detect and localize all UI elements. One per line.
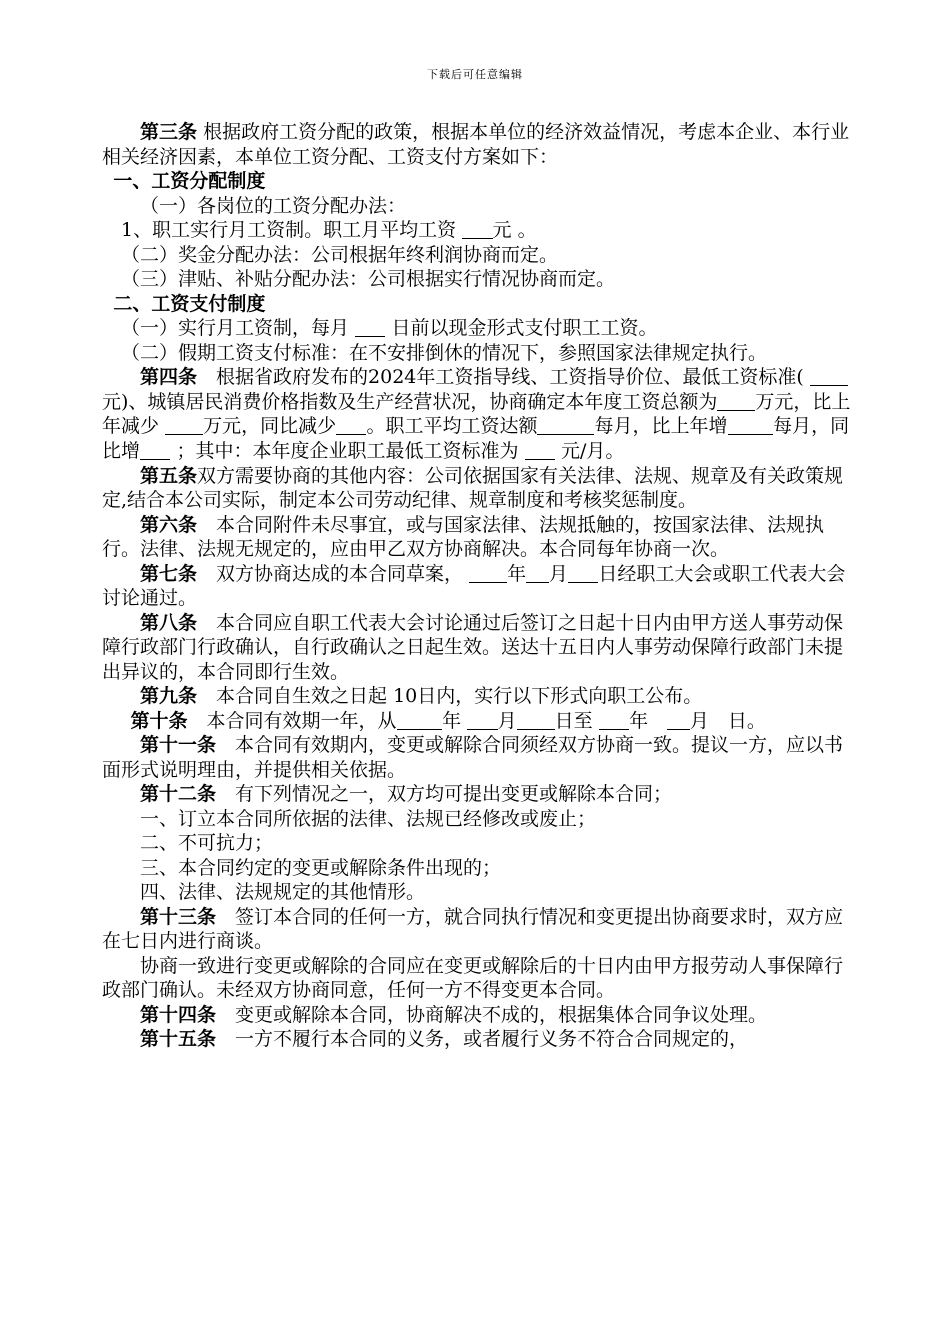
article-6: 第六条 本合同附件未尽事宜，或与国家法律、法规抵触的，按国家法律、法规执行。法律、法规无规定的，应由甲乙双方协商解决。本合同每年协商一次。 <box>102 513 825 561</box>
article-10: 第十条 本合同有效期一年，从 年 月 日至 年 月 日。 <box>130 709 766 732</box>
header-note: 下载后可任意编辑 <box>427 68 523 81</box>
article-11: 第十一条 本合同有效期内，变更或解除合同须经双方协商一致。提议一方，应以书面形式说明理由，并提供相关依据。 <box>102 734 844 781</box>
article-9: 第九条 本合同自生效之日起 10日内，实行以下形式向职工公布。 <box>140 685 703 708</box>
article-3: 第三条 根据政府工资分配的政策，根据本单位的经济效益情况，考虑本企业、本行业相关经济因素，本单位工资分配、工资支付方案如下： <box>102 121 850 168</box>
list-item: 一、订立本合同所依据的法律、法规已经修改或废止； <box>140 807 597 830</box>
article-15: 第十五条 一方不履行本合同的义务，或者履行义务不符合合同规定的， <box>140 1028 749 1051</box>
document-body: 第三条 根据政府工资分配的政策，根据本单位的经济效益情况，考虑本企业、本行业相关经济因素，本单位工资分配、工资支付方案如下： 一、工资分配制度 （一）各岗位的工资分配办法： 1、职工实行月工资制。职工月平均工资 元 。 （二）奖金分配办法：公司根据年终利润协商而定。 （三）津贴、补贴分配办法：公司根据实行情况协商而定。 二、工资支付制度 （一）实行月工资制，每月 日前以现金形式支付职工工资。 （二）假期工资支付标准：在不安排倒休的情况下，参照国家法律规定执行。 第四条 根据省政府发布的2024年工资指导线、工资指导价位、最低工资标准( 元)、城镇居民消费价格指数及生产经营状况，协商确定本年度工资总额为 万元，比上年减少 万元，同比减少 。职工平均工资达额 每月，比上年增 每月，同比增 ；其中：本年度企业职工最低工资标准为 元/月。 第五条双方需要协商的其他内容：公司依据国家有关法律、法规、规章及有关政策规定,结合本公司实际，制定本公司劳动纪律、规章制度和考核奖惩制度。 第六条 本合同附件未尽事宜，或与国家法律、法规抵触的，按国家法律、法规执行。法律、法规无规定的，应由甲乙双方协商解决。本合同每年协商一次。 第七条 双方协商达成的本合同草案， 年 月 日经职工大会或职工代表大会讨论通过。 第八条 本合同应自职工代表大会讨论通过后签订之日起十日内由甲方送人事劳动保障行政部门行政确认，自行政确认之日起生效。送达十五日内人事劳动保障行政部门未提出异议的，本合同即行生效。 第九条 本合同自生效之日起 10日内，实行以下形式向职工公布。 第十条 本合同有效期一年，从 年 月 日至 年 月 日。 第十一条 本合同有效期内，变更或解除合同须经双方协商一致。提议一方，应以书面形式说明理由，并提供相关依据。 第十二条 有下列情况之一，双方均可提出变更或解除本合同； 一、订立本合同所依据的法律、法规已经修改或废止； 二、不可抗力； 三、本合同约定的变更或解除条件出现的； 四、法律、法规规定的其他情形。 第十三条 签订本合同的任何一方，就合同执行情况和变更提出协商要求时，双方应在七日内进行商谈。 协商一致进行变更或解除的合同应在变更或解除后的十日内由甲方报劳动人事保障行政部门确认。未经双方协商同意，任何一方不得变更本合同。 第十四条 变更或解除本合同，协商解决不成的，根据集体合同争议处理。 第十五条 一方不履行本合同的义务，或者履行义务不符合合同规定的， <box>102 120 854 1052</box>
section-heading-1: 一、工资分配制度 <box>113 170 266 192</box>
article-14: 第十四条 变更或解除本合同，协商解决不成的，根据集体合同争议处理。 <box>140 1003 768 1026</box>
article-4: 第四条 根据省政府发布的2024年工资指导线、工资指导价位、最低工资标准( 元)、城镇居民消费价格指数及生产经营状况，协商确定本年度工资总额为 万元，比上年减少 万元，同比减少 。职工平均工资达额 每月，比上年增 每月，同比增 ；其中：本年度企业职工最低工资标准为 元/月。 <box>102 366 851 463</box>
list-item: 三、本合同约定的变更或解除条件出现的； <box>140 856 502 879</box>
article-3-title: 第三条 <box>140 121 198 143</box>
article-8: 第八条 本合同应自职工代表大会讨论通过后签订之日起十日内由甲方送人事劳动保障行政部门行政确认，自行政确认之日起生效。送达十五日内人事劳动保障行政部门未提出异议的，本合同即行生效。 <box>102 611 844 683</box>
article-5: 第五条双方需要协商的其他内容：公司依据国家有关法律、法规、规章及有关政策规定,结合本公司实际，制定本公司劳动纪律、规章制度和考核奖惩制度。 <box>102 464 844 512</box>
list-item: 四、法律、法规规定的其他情形。 <box>140 881 426 904</box>
article-7: 第七条 双方协商达成的本合同草案， 年 月 日经职工大会或职工代表大会讨论通过。 <box>102 562 846 610</box>
article-12: 第十二条 有下列情况之一，双方均可提出变更或解除本合同； <box>140 783 673 806</box>
section-heading-2: 二、工资支付制度 <box>113 292 266 315</box>
list-item: 二、不可抗力； <box>140 832 274 855</box>
article-13: 第十三条 签订本合同的任何一方，就合同执行情况和变更提出协商要求时，双方应在七日内进行商谈。 <box>102 905 844 953</box>
